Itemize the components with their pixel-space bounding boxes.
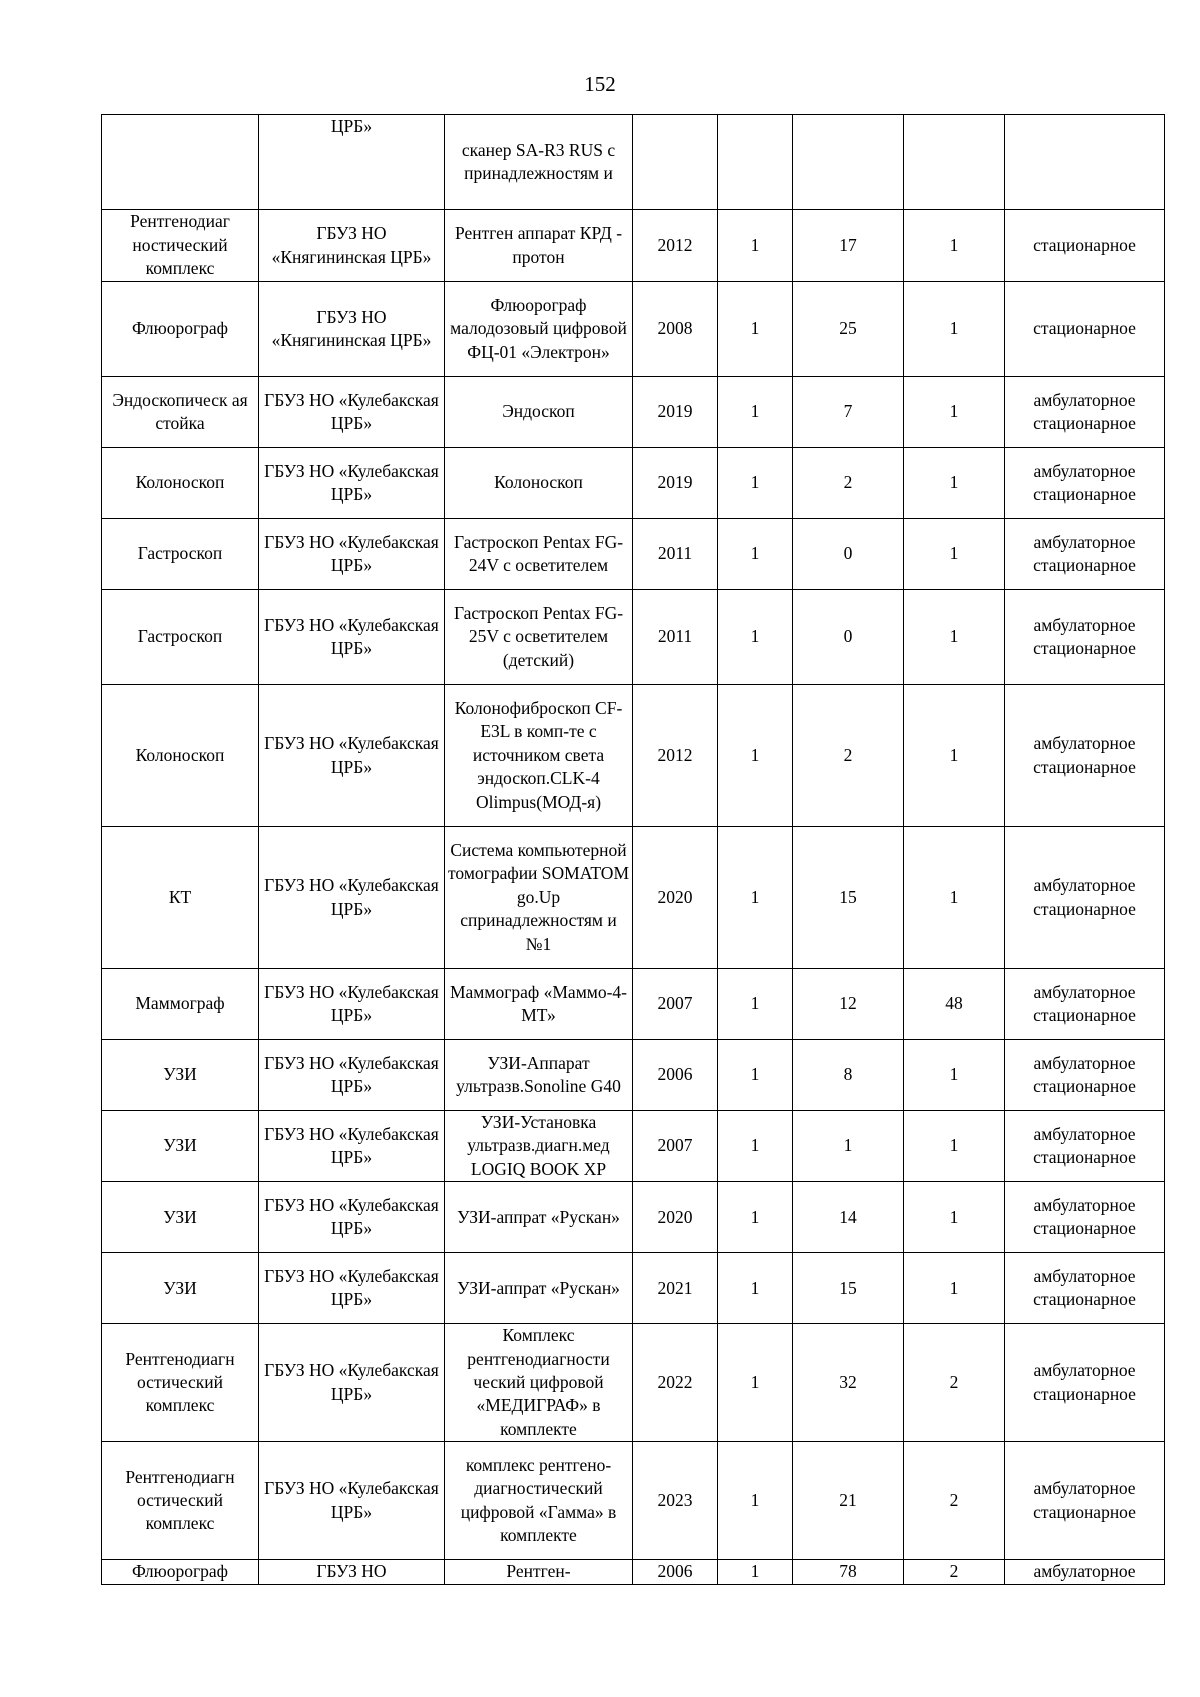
purpose-cell: амбулаторное стационарное <box>1005 1111 1165 1182</box>
equipment-name-cell: Эндоскопическ ая стойка <box>102 377 259 448</box>
year-cell: 2011 <box>633 519 718 590</box>
quantity-cell: 1 <box>718 827 793 969</box>
wear-cell: 15 <box>793 1253 904 1324</box>
wear-cell: 15 <box>793 827 904 969</box>
table-row <box>102 377 1165 448</box>
units-cell: 1 <box>904 1253 1005 1324</box>
table-row <box>102 685 1165 827</box>
purpose-cell: стационарное <box>1005 282 1165 377</box>
device-cell: УЗИ-Установка ультразв.диагн.мед LOGIQ BOOK XP <box>445 1111 633 1182</box>
quantity-cell: 1 <box>718 1253 793 1324</box>
year-cell: 2023 <box>633 1442 718 1560</box>
units-cell <box>904 115 1005 210</box>
year-cell: 2021 <box>633 1253 718 1324</box>
year-cell: 2006 <box>633 1040 718 1111</box>
equipment-name-cell <box>102 115 259 210</box>
purpose-cell: амбулаторное стационарное <box>1005 519 1165 590</box>
equipment-name-cell: УЗИ <box>102 1253 259 1324</box>
equipment-name-cell: Колоноскоп <box>102 448 259 519</box>
device-cell: комплекс рентгено-диагностический цифровой «Гамма» в комплекте <box>445 1442 633 1560</box>
purpose-cell: амбулаторное стационарное <box>1005 1040 1165 1111</box>
year-cell: 2020 <box>633 1182 718 1253</box>
equipment-name-cell: Флюорограф <box>102 1560 259 1584</box>
equipment-name-cell: Колоноскоп <box>102 685 259 827</box>
units-cell: 1 <box>904 1111 1005 1182</box>
units-cell: 1 <box>904 827 1005 969</box>
units-cell: 1 <box>904 590 1005 685</box>
table-row <box>102 1442 1165 1560</box>
organization-cell: ГБУЗ НО «Кулебакская ЦРБ» <box>259 1182 445 1253</box>
wear-cell: 14 <box>793 1182 904 1253</box>
table-row <box>102 1324 1165 1442</box>
quantity-cell: 1 <box>718 210 793 282</box>
quantity-cell: 1 <box>718 1560 793 1584</box>
units-cell: 1 <box>904 1040 1005 1111</box>
purpose-cell: амбулаторное стационарное <box>1005 685 1165 827</box>
device-cell: Комплекс рентгенодиагности ческий цифровой «МЕДИГРАФ» в комплекте <box>445 1324 633 1442</box>
purpose-cell: стационарное <box>1005 210 1165 282</box>
wear-cell: 1 <box>793 1111 904 1182</box>
equipment-name-cell: Рентгенодиаг ностический комплекс <box>102 210 259 282</box>
quantity-cell: 1 <box>718 590 793 685</box>
organization-cell: ГБУЗ НО «Кулебакская ЦРБ» <box>259 1111 445 1182</box>
units-cell: 1 <box>904 282 1005 377</box>
organization-cell: ГБУЗ НО «Кулебакская ЦРБ» <box>259 685 445 827</box>
organization-cell: ГБУЗ НО «Кулебакская ЦРБ» <box>259 1324 445 1442</box>
units-cell: 1 <box>904 519 1005 590</box>
organization-cell: ГБУЗ НО «Кулебакская ЦРБ» <box>259 590 445 685</box>
year-cell: 2011 <box>633 590 718 685</box>
device-cell: УЗИ-аппрат «Рускан» <box>445 1182 633 1253</box>
units-cell: 1 <box>904 1182 1005 1253</box>
purpose-cell: амбулаторное <box>1005 1560 1165 1584</box>
device-cell: Колонофиброскоп CF-E3L в комп-те с источником света эндоскоп.CLK-4 Olimpus(МОД-я) <box>445 685 633 827</box>
device-cell: Маммограф «Маммо-4-МТ» <box>445 969 633 1040</box>
quantity-cell: 1 <box>718 1182 793 1253</box>
table-row <box>102 590 1165 685</box>
device-cell: УЗИ-аппрат «Рускан» <box>445 1253 633 1324</box>
equipment-name-cell: Рентгенодиагн остический комплекс <box>102 1324 259 1442</box>
organization-cell: ГБУЗ НО «Кулебакская ЦРБ» <box>259 1442 445 1560</box>
units-cell: 1 <box>904 377 1005 448</box>
organization-cell: ГБУЗ НО «Кулебакская ЦРБ» <box>259 519 445 590</box>
wear-cell: 2 <box>793 685 904 827</box>
equipment-name-cell: КТ <box>102 827 259 969</box>
quantity-cell: 1 <box>718 1324 793 1442</box>
table-row <box>102 210 1165 282</box>
organization-cell: ГБУЗ НО «Кулебакская ЦРБ» <box>259 969 445 1040</box>
quantity-cell: 1 <box>718 969 793 1040</box>
table-row <box>102 1182 1165 1253</box>
purpose-cell: амбулаторное стационарное <box>1005 1182 1165 1253</box>
year-cell: 2008 <box>633 282 718 377</box>
organization-cell: ГБУЗ НО «Кулебакская ЦРБ» <box>259 827 445 969</box>
year-cell: 2019 <box>633 377 718 448</box>
organization-cell: ГБУЗ НО «Княгининская ЦРБ» <box>259 210 445 282</box>
wear-cell: 12 <box>793 969 904 1040</box>
organization-cell: ГБУЗ НО «Кулебакская ЦРБ» <box>259 1253 445 1324</box>
units-cell: 48 <box>904 969 1005 1040</box>
table-row <box>102 827 1165 969</box>
device-cell: Флюорограф малодозовый цифровой ФЦ-01 «Электрон» <box>445 282 633 377</box>
equipment-name-cell: УЗИ <box>102 1111 259 1182</box>
device-cell: Рентген- <box>445 1560 633 1584</box>
quantity-cell: 1 <box>718 1040 793 1111</box>
wear-cell: 21 <box>793 1442 904 1560</box>
organization-cell: ЦРБ» <box>259 115 445 210</box>
table-row <box>102 282 1165 377</box>
equipment-table <box>101 114 1165 1585</box>
device-cell: Гастроскоп Pentax FG-25V с осветителем (детский) <box>445 590 633 685</box>
equipment-name-cell: Маммограф <box>102 969 259 1040</box>
purpose-cell: амбулаторное стационарное <box>1005 377 1165 448</box>
year-cell: 2020 <box>633 827 718 969</box>
purpose-cell: амбулаторное стационарное <box>1005 1253 1165 1324</box>
wear-cell: 25 <box>793 282 904 377</box>
wear-cell: 8 <box>793 1040 904 1111</box>
table-row <box>102 969 1165 1040</box>
organization-cell: ГБУЗ НО «Кулебакская ЦРБ» <box>259 377 445 448</box>
purpose-cell: амбулаторное стационарное <box>1005 590 1165 685</box>
table-row <box>102 1040 1165 1111</box>
quantity-cell <box>718 115 793 210</box>
units-cell: 2 <box>904 1324 1005 1442</box>
purpose-cell: амбулаторное стационарное <box>1005 1324 1165 1442</box>
device-cell: Эндоскоп <box>445 377 633 448</box>
wear-cell: 7 <box>793 377 904 448</box>
equipment-name-cell: Рентгенодиагн остический комплекс <box>102 1442 259 1560</box>
quantity-cell: 1 <box>718 1111 793 1182</box>
purpose-cell: амбулаторное стационарное <box>1005 827 1165 969</box>
equipment-name-cell: Гастроскоп <box>102 519 259 590</box>
year-cell: 2006 <box>633 1560 718 1584</box>
equipment-table-body <box>102 115 1165 1585</box>
year-cell: 2019 <box>633 448 718 519</box>
table-row <box>102 1111 1165 1182</box>
table-row <box>102 1560 1165 1584</box>
units-cell: 2 <box>904 1560 1005 1584</box>
device-cell: Гастроскоп Pentax FG-24V с осветителем <box>445 519 633 590</box>
quantity-cell: 1 <box>718 377 793 448</box>
equipment-name-cell: Гастроскоп <box>102 590 259 685</box>
organization-cell: ГБУЗ НО <box>259 1560 445 1584</box>
year-cell: 2022 <box>633 1324 718 1442</box>
device-cell: Колоноскоп <box>445 448 633 519</box>
device-cell: Система компьютерной томографии SOMATOM go.Up спринадлежностям и №1 <box>445 827 633 969</box>
purpose-cell <box>1005 115 1165 210</box>
equipment-name-cell: УЗИ <box>102 1182 259 1253</box>
quantity-cell: 1 <box>718 685 793 827</box>
quantity-cell: 1 <box>718 282 793 377</box>
year-cell: 2007 <box>633 1111 718 1182</box>
organization-cell: ГБУЗ НО «Кулебакская ЦРБ» <box>259 1040 445 1111</box>
year-cell: 2012 <box>633 210 718 282</box>
purpose-cell: амбулаторное стационарное <box>1005 1442 1165 1560</box>
wear-cell: 17 <box>793 210 904 282</box>
wear-cell: 0 <box>793 519 904 590</box>
units-cell: 1 <box>904 210 1005 282</box>
table-row <box>102 115 1165 210</box>
year-cell: 2007 <box>633 969 718 1040</box>
year-cell: 2012 <box>633 685 718 827</box>
table-row <box>102 1253 1165 1324</box>
purpose-cell: амбулаторное стационарное <box>1005 969 1165 1040</box>
table-row <box>102 448 1165 519</box>
quantity-cell: 1 <box>718 519 793 590</box>
units-cell: 1 <box>904 685 1005 827</box>
organization-cell: ГБУЗ НО «Кулебакская ЦРБ» <box>259 448 445 519</box>
units-cell: 2 <box>904 1442 1005 1560</box>
units-cell: 1 <box>904 448 1005 519</box>
wear-cell: 78 <box>793 1560 904 1584</box>
table-row <box>102 519 1165 590</box>
wear-cell: 0 <box>793 590 904 685</box>
device-cell: Рентген аппарат КРД - протон <box>445 210 633 282</box>
year-cell <box>633 115 718 210</box>
wear-cell <box>793 115 904 210</box>
quantity-cell: 1 <box>718 448 793 519</box>
wear-cell: 32 <box>793 1324 904 1442</box>
device-cell: сканер SA-R3 RUS с принадлежностям и <box>445 115 633 210</box>
purpose-cell: амбулаторное стационарное <box>1005 448 1165 519</box>
page-number: 152 <box>584 72 616 96</box>
device-cell: УЗИ-Аппарат ультразв.Sonoline G40 <box>445 1040 633 1111</box>
equipment-name-cell: Флюорограф <box>102 282 259 377</box>
organization-cell: ГБУЗ НО «Княгининская ЦРБ» <box>259 282 445 377</box>
equipment-name-cell: УЗИ <box>102 1040 259 1111</box>
wear-cell: 2 <box>793 448 904 519</box>
quantity-cell: 1 <box>718 1442 793 1560</box>
